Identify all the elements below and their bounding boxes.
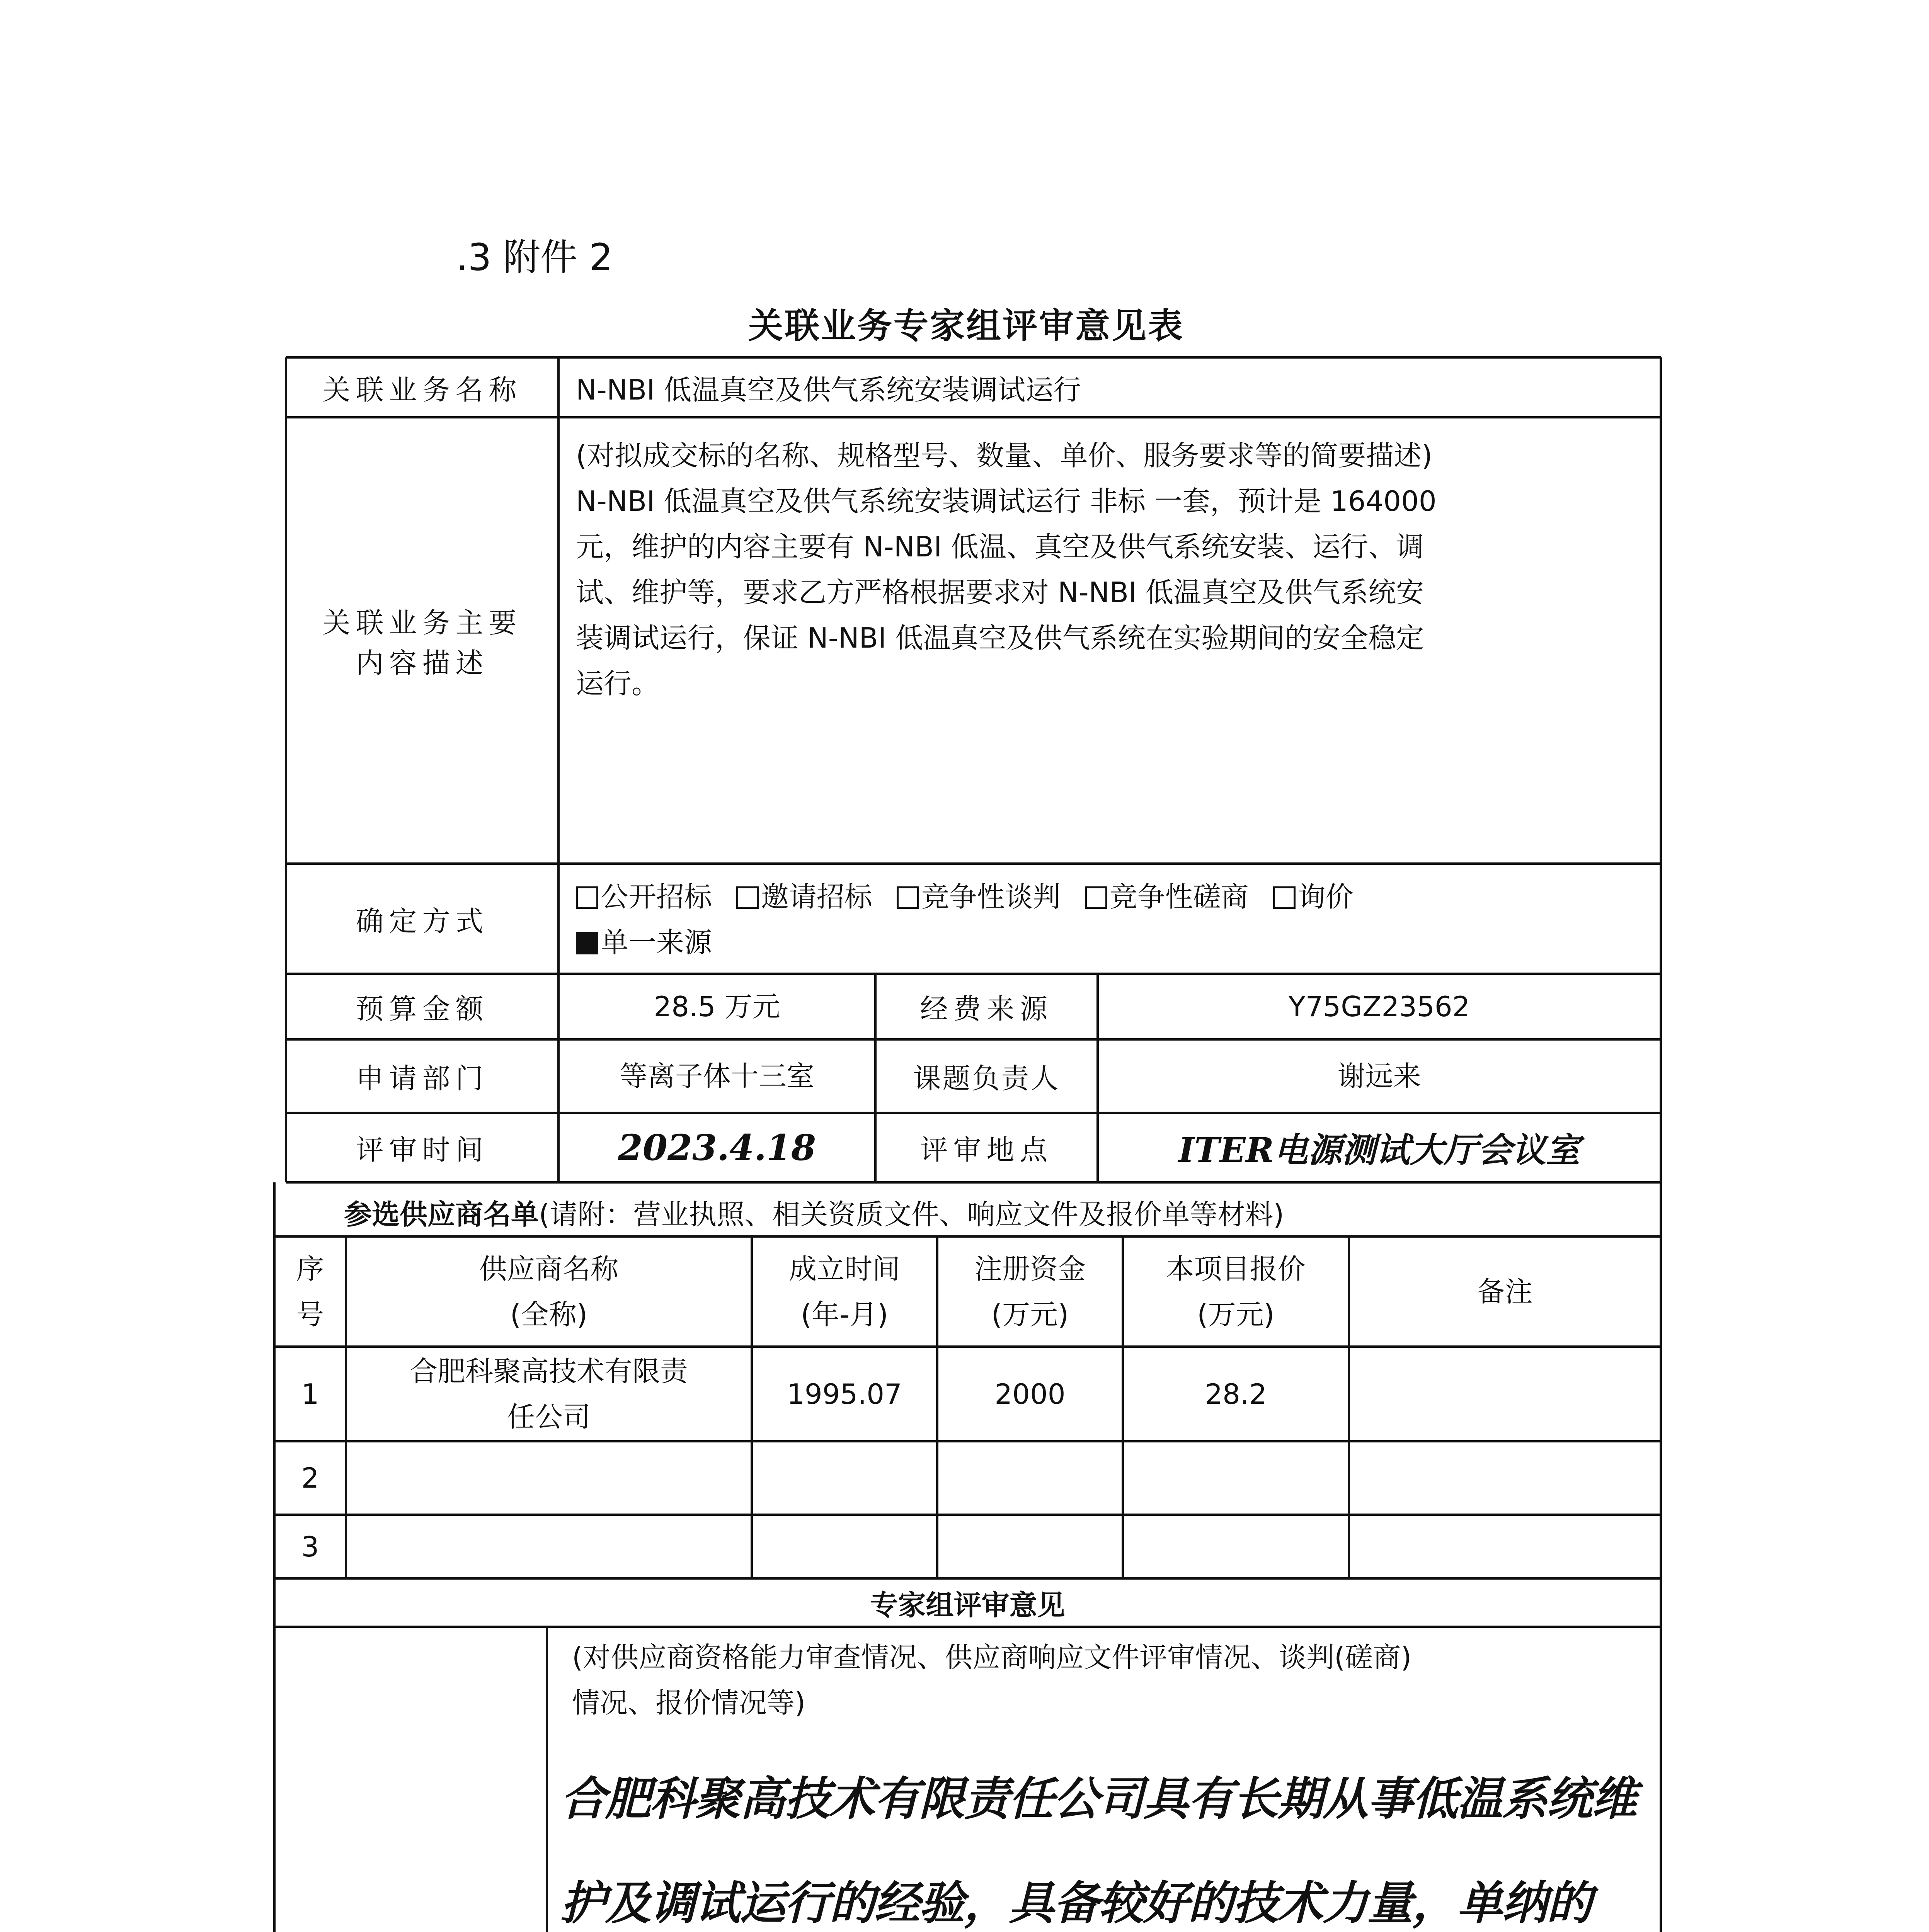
checkbox-icon[interactable] (897, 886, 919, 909)
review-time-value: 2023.4.18 (618, 1127, 816, 1168)
row-seq: 3 (301, 1530, 319, 1563)
col-header-remark: 备注 (1477, 1275, 1533, 1308)
description-line: N-NBI 低温真空及供气系统安装调试运行 非标 一套，预计是 164000 (576, 485, 1437, 517)
col-header-capital: 注册资金 (万元) (974, 1252, 1086, 1331)
checkbox-icon[interactable] (736, 886, 759, 909)
business-name-label: 关联业务名称 (322, 373, 522, 406)
budget-value: 28.5 万元 (654, 990, 780, 1023)
option-competitive-consultation[interactable]: 竞争性磋商 (1085, 881, 1249, 913)
supplier-heading-text: 参选供应商名单 (344, 1198, 539, 1231)
row-supplier-name: 合肥科聚高技术有限责 任公司 (409, 1355, 688, 1433)
review-place-value: ITER电源测试大厅会议室 (1178, 1130, 1580, 1170)
option-inquiry[interactable]: 询价 (1273, 881, 1354, 913)
description-label-line2: 内容描述 (356, 646, 489, 679)
description-label (286, 417, 558, 864)
dept-value: 等离子体十三室 (619, 1060, 814, 1092)
checkbox-icon[interactable] (576, 886, 598, 909)
handwritten-opinion (560, 1747, 1650, 1932)
handwritten-line: 护及调试运行的经验，具备较好的技术力量，单纳的 (560, 1876, 1592, 1930)
checkbox-checked-icon[interactable] (576, 932, 598, 954)
attachment-heading: .3 附件 2 (456, 236, 613, 279)
col-header-seq: 序 号 (296, 1252, 324, 1331)
supplier-section-heading (344, 1192, 1284, 1232)
row-remark (1349, 1347, 1661, 1441)
review-place-label: 评审地点 (920, 1134, 1053, 1166)
opinion-heading: 专家组评审意见 (870, 1588, 1065, 1621)
description-line: 试、维护等，要求乙方严格根据要求对 N-NBI 低温真空及供气系统安 (576, 576, 1424, 609)
business-name-value: N-NBI 低温真空及供气系统安装调试运行 (576, 374, 1081, 406)
row-established: 1995.07 (787, 1378, 902, 1410)
row-quote: 28.2 (1205, 1378, 1267, 1410)
budget-label: 预算金额 (356, 993, 489, 1025)
description-line: 运行。 (576, 667, 660, 700)
option-invited-tender[interactable]: 邀请招标 (736, 881, 872, 913)
fund-source-value: Y75GZ23562 (1288, 990, 1470, 1023)
col-header-quote: 本项目报价 (万元) (1166, 1252, 1306, 1331)
description-line: 元，维护的内容主要有 N-NBI 低温、真空及供气系统安装、运行、调 (576, 531, 1424, 563)
option-public-tender[interactable]: 公开招标 (576, 881, 712, 913)
col-header-established: 成立时间 (年-月) (788, 1252, 900, 1331)
review-time-label: 评审时间 (356, 1134, 489, 1166)
opinion-label (274, 1627, 547, 1932)
method-options (576, 874, 1650, 965)
leader-label: 课题负责人 (913, 1062, 1060, 1095)
description-label-line1: 关联业务主要 (322, 606, 522, 639)
row-seq: 1 (301, 1378, 319, 1410)
description-line: (对拟成交标的名称、规格型号、数量、单价、服务要求等的简要描述) (576, 439, 1433, 472)
form-title: 关联业务专家组评审意见表 (748, 306, 1184, 346)
option-single-source[interactable]: 单一来源 (576, 926, 712, 959)
row-seq: 2 (301, 1462, 319, 1494)
checkbox-icon[interactable] (1273, 886, 1296, 909)
handwritten-line: 合肥科聚高技术有限责任公司具有长期从事低温系统维 (560, 1772, 1637, 1825)
description-text (576, 433, 1650, 706)
col-header-name: 供应商名称 (全称) (479, 1252, 618, 1331)
row-capital: 2000 (994, 1378, 1066, 1410)
opinion-instruction: (对供应商资格能力审查情况、供应商响应文件评审情况、谈判(磋商) 情况、报价情况等) (572, 1641, 1412, 1719)
description-line: 装调试运行，保证 N-NBI 低温真空及供气系统在实验期间的安全稳定 (576, 622, 1424, 654)
supplier-heading-note: (请附：营业执照、相关资质文件、响应文件及报价单等材料) (539, 1198, 1284, 1231)
leader-value: 谢远来 (1337, 1060, 1421, 1092)
option-competitive-negotiation[interactable]: 竞争性谈判 (897, 881, 1061, 913)
fund-source-label: 经费来源 (920, 993, 1053, 1025)
dept-label: 申请部门 (356, 1062, 489, 1095)
method-label: 确定方式 (356, 905, 489, 937)
checkbox-icon[interactable] (1085, 886, 1107, 909)
